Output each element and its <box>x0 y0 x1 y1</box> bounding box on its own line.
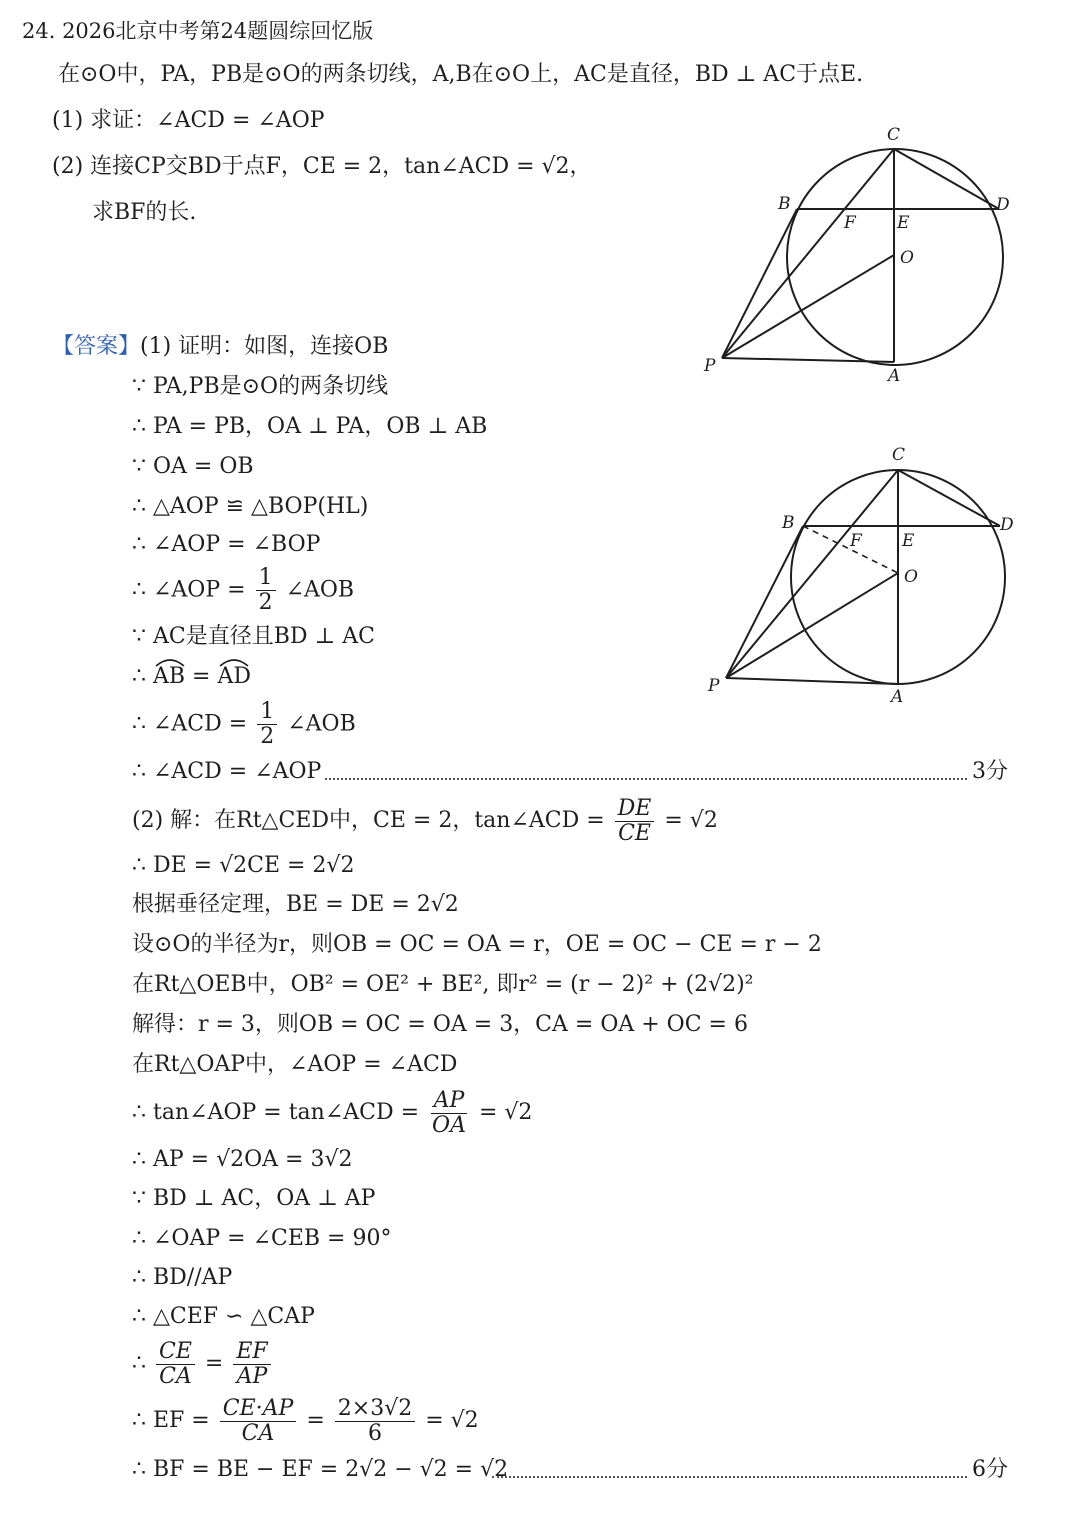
leader-dots-1 <box>325 778 967 780</box>
answer-half-aob <box>132 566 354 615</box>
fig2-label-e: E <box>902 531 915 551</box>
answer-p1-4: ∴ △AOP ≌ △BOP(HL) <box>132 494 369 519</box>
fig1-cd <box>894 149 999 209</box>
answer-line-1 <box>52 332 388 362</box>
answer-tag: 【答案】 <box>52 334 141 359</box>
fig2-label-o: O <box>904 567 918 587</box>
answer-p1-1: ∵ PA,PB是⊙O的两条切线 <box>132 374 389 399</box>
fig1-label-f: F <box>844 213 856 233</box>
fig2-label-b: B <box>782 513 795 533</box>
answer-p2-a-0: ∴ DE = √2CE = 2√2 <box>132 853 355 878</box>
fraction-ceap-ca: $\frac{CE\cdot AP}{CA}$ <box>220 1397 297 1446</box>
answer-p2-a-1: 根据垂径定理，BE = DE = 2√2 <box>132 892 459 917</box>
figure-1-diagram <box>690 115 1030 390</box>
fraction-one-half: $\frac{1}{2}$ <box>256 566 276 615</box>
answer-p2-tan: ∴ tan∠AOP = tan∠ACD = $\frac{AP}{OA}$ = √2 <box>132 1087 533 1138</box>
fig1-label-b: B <box>778 194 791 214</box>
fraction-calc: $\frac{2\times 3√2}{6}$ <box>335 1397 415 1446</box>
leader-dots-2 <box>492 1476 967 1478</box>
problem-part2-line2: 求BF的长. <box>92 200 197 225</box>
fraction-de-ce: $\frac{DE}{CE}$ <box>615 797 655 846</box>
answer-p1-5: ∴ ∠AOP = ∠BOP <box>132 532 321 557</box>
fig1-pa <box>722 358 894 362</box>
answer-p2-b-3: ∴ BD//AP <box>132 1265 233 1290</box>
fraction-one-half: $\frac{1}{2}$ <box>257 700 277 749</box>
fig1-label-p: P <box>704 356 716 376</box>
fraction-ce-ca: $\frac{CE}{CA}$ <box>156 1340 195 1389</box>
answer-p1-2: ∴ PA = PB，OA ⊥ PA，OB ⊥ AB <box>132 414 488 439</box>
fig1-label-c: C <box>887 125 901 145</box>
answer-p2-b-0: ∴ AP = √2OA = 3√2 <box>132 1147 353 1172</box>
arc-ab: AB <box>153 662 185 692</box>
answer-acd-half: ∴ ∠ACD = $\frac{1}{2}$ ∠AOB <box>132 699 356 749</box>
score-part2: 6分 <box>972 1457 1008 1482</box>
answer-p2-a-2: 设⊙O的半径为r，则OB = OC = OA = r，OE = OC − CE = r − 2 <box>132 932 822 957</box>
answer-p2-a-5: 在Rt△OAP中，∠AOP = ∠ACD <box>132 1052 458 1077</box>
answer-p1-3: ∵ OA = OB <box>132 454 254 479</box>
fig2-label-d: D <box>1000 515 1014 535</box>
answer-p2-b-1: ∵ BD ⊥ AC，OA ⊥ AP <box>132 1186 376 1211</box>
answer-p2-first: (2) 解：在Rt△CED中，CE = 2，tan∠ACD = $\frac{DE}{CE}$ = √2 <box>132 795 718 846</box>
answer-arc-equal: ∴ AB = AD <box>132 662 251 692</box>
answer-ef-calc: ∴ EF = $\frac{CE\cdot AP}{CA}$ = $\frac{2\times 3√2}{6}$ = √2 <box>132 1395 479 1446</box>
fig2-pc <box>726 470 898 678</box>
answer-ratio: ∴ $\frac{CE}{CA}$ = $\frac{EF}{AP}$ <box>132 1337 274 1391</box>
half-aob-right: ∠AOB <box>285 577 355 603</box>
problem-part1: (1) 求证：∠ACD = ∠AOP <box>52 108 325 133</box>
answer-p2-b-2: ∴ ∠OAP = ∠CEB = 90° <box>132 1226 392 1251</box>
answer-p1-0: (1) 证明：如图，连接OB <box>140 334 389 359</box>
fig2-label-c: C <box>892 445 906 465</box>
answer-p1-diameter: ∵ AC是直径且BD ⊥ AC <box>132 624 375 649</box>
fig2-label-f: F <box>850 531 862 551</box>
arc-ad: AD <box>217 662 251 692</box>
score-part1: 3分 <box>972 759 1008 784</box>
fig1-label-a: A <box>888 366 901 386</box>
arc-symbol <box>218 656 250 668</box>
fraction-ef-ap: $\frac{EF}{AP}$ <box>233 1340 270 1389</box>
half-aob-left: ∴ ∠AOP = <box>132 577 246 603</box>
fig1-label-d: D <box>996 195 1010 215</box>
answer-p2-a-4: 解得：r = 3，则OB = OC = OA = 3，CA = OA + OC = 6 <box>132 1012 748 1037</box>
arc-symbol <box>154 656 186 668</box>
fig1-label-o: O <box>900 248 914 268</box>
problem-title: 24. 2026北京中考第24题圆综回忆版 <box>22 19 374 43</box>
problem-statement: 在⊙O中，PA，PB是⊙O的两条切线，A,B在⊙O上，AC是直径，BD ⊥ AC于点E. <box>58 62 864 87</box>
fig2-label-a: A <box>891 687 904 707</box>
figure-2-diagram <box>700 440 1030 710</box>
problem-part2-line1: (2) 连接CP交BD于点F，CE = 2，tan∠ACD = √2， <box>52 154 592 179</box>
fig2-cd <box>898 470 1000 526</box>
answer-p2-b-4: ∴ △CEF ∽ △CAP <box>132 1304 315 1329</box>
fraction-ap-oa: $\frac{AP}{OA}$ <box>432 1087 466 1138</box>
fig2-label-p: P <box>708 676 720 696</box>
answer-final: ∴ BF = BE − EF = 2√2 − √2 = √2 <box>132 1457 509 1482</box>
answer-p2-a-3: 在Rt△OEB中，OB² = OE² + BE², 即r² = (r − 2)² + (2√2)² <box>132 972 754 997</box>
fig1-pc <box>722 149 894 358</box>
answer-p1-conclusion: ∴ ∠ACD = ∠AOP <box>132 759 322 784</box>
fig1-label-e: E <box>897 213 910 233</box>
